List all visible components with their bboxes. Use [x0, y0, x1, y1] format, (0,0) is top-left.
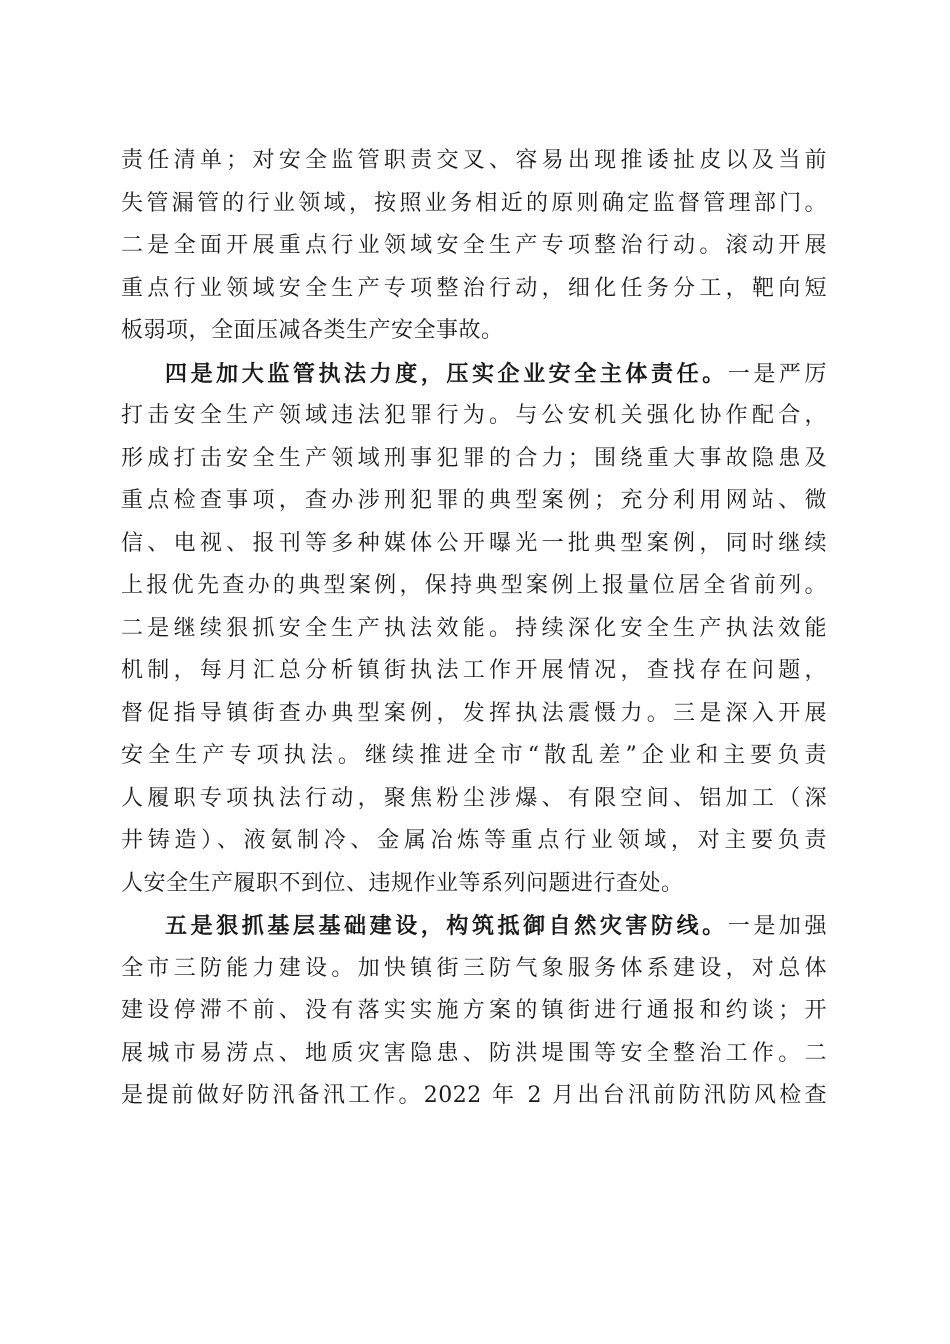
text-line: 是提前做好防汛备汛工作。2022 年 2 月出台汛前防汛防风检查	[121, 1083, 827, 1108]
text-line: 板弱项，全面压减各类生产安全事故。	[121, 318, 504, 343]
text-line: 全市三防能力建设。加快镇街三防气象服务体系建设，对总体	[121, 955, 827, 981]
text-line: 二是继续狠抓安全生产执法效能。持续深化安全生产执法效能	[121, 615, 827, 641]
text-line: 形成打击安全生产领域刑事犯罪的合力；围绕重大事故隐患及	[121, 445, 827, 471]
text-line: 督促指导镇街查办典型案例，发挥执法震慑力。三是深入开展	[121, 700, 827, 726]
text-line: 信、电视、报刊等多种媒体公开曝光一批典型案例，同时继续	[121, 530, 827, 556]
text-line: 重点行业领域安全生产专项整治行动，细化任务分工，靶向短	[121, 275, 827, 301]
document-body	[121, 140, 827, 1118]
text-line: 机制，每月汇总分析镇街执法工作开展情况，查找存在问题，	[121, 658, 827, 683]
text-line: 失管漏管的行业领域，按照业务相近的原则确定监督管理部门。	[121, 190, 827, 216]
text-line: 二是全面开展重点行业领域安全生产专项整治行动。滚动开展	[121, 233, 827, 258]
text-line: 人安全生产履职不到位、违规作业等系列问题进行查处。	[121, 870, 684, 896]
text-line: 责任清单；对安全监管职责交叉、容易出现推诿扯皮以及当前	[121, 148, 827, 173]
text-line: 展城市易涝点、地质灾害隐患、防洪堤围等安全整治工作。二	[121, 1040, 827, 1066]
paragraph-grassroots-construction	[121, 905, 827, 1118]
paragraph-heading: 五是狠抓基层基础建设，构筑抵御自然灾害防线。	[165, 913, 728, 939]
paragraph-first-line	[121, 905, 827, 948]
text-line: 重点检查事项，查办涉刑犯罪的典型案例；充分利用网站、微	[121, 488, 827, 513]
paragraph-continuation	[121, 140, 827, 353]
text-line: 井铸造）、液氨制冷、金属冶炼等重点行业领域，对主要负责	[121, 828, 827, 853]
paragraph-heading: 四是加大监管执法力度，压实企业安全主体责任。	[165, 360, 728, 387]
paragraph-first-line	[121, 353, 827, 396]
paragraph-first-line-text: 一是加强	[727, 914, 827, 939]
text-line: 人履职专项执法行动，聚焦粉尘涉爆、有限空间、铝加工（深	[121, 785, 827, 811]
paragraph-first-line-text: 一是严厉	[727, 361, 827, 387]
text-line: 安全生产专项执法。继续推进全市“散乱差”企业和主要负责	[121, 743, 827, 768]
text-line: 上报优先查办的典型案例，保持典型案例上报量位居全省前列。	[121, 573, 827, 598]
text-line: 建设停滞不前、没有落实实施方案的镇街进行通报和约谈；开	[121, 998, 827, 1023]
text-line: 打击安全生产领域违法犯罪行为。与公安机关强化协作配合，	[121, 403, 827, 428]
paragraph-supervision-enforcement	[121, 353, 827, 906]
